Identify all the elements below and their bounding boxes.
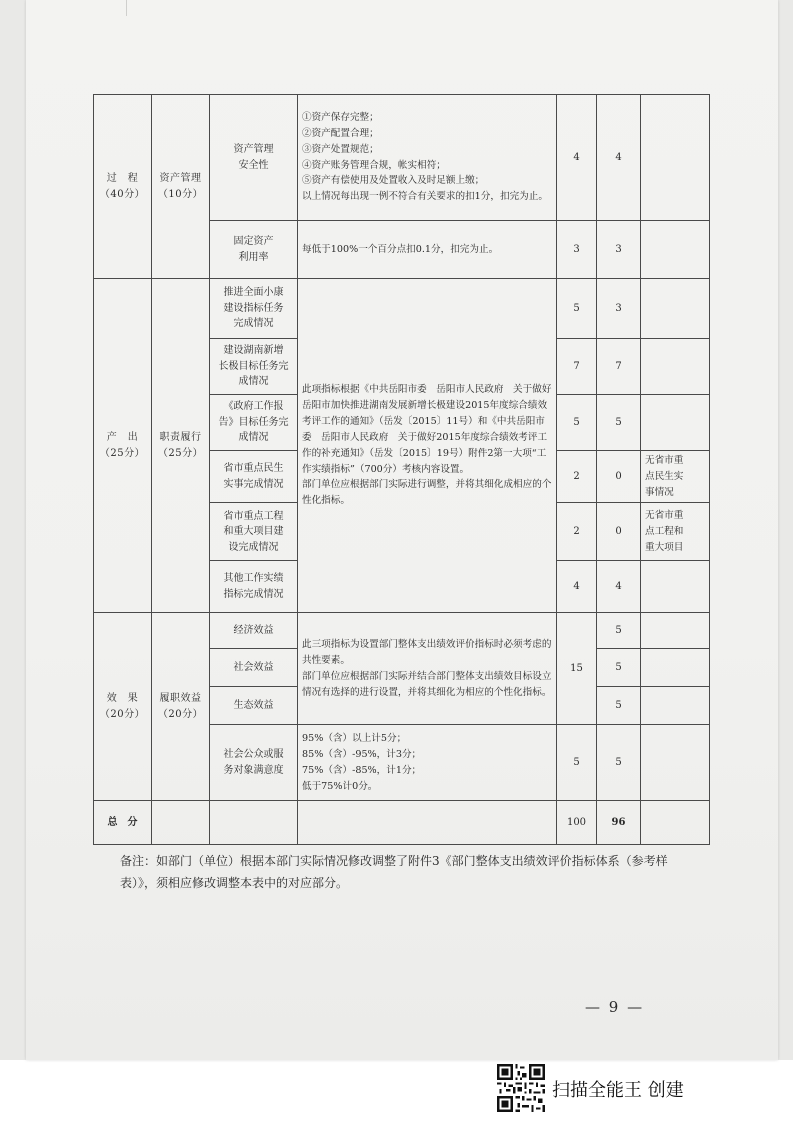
- remark-cell: [641, 687, 710, 725]
- level1-cell: 过 程 （40分）: [94, 95, 152, 279]
- empty-cell: [298, 801, 557, 845]
- remark-cell: [641, 649, 710, 687]
- weight-cell: 5: [557, 279, 597, 339]
- score-cell: 5: [597, 687, 641, 725]
- page-number: — 9 —: [585, 998, 645, 1016]
- weight-cell: 15: [557, 613, 597, 725]
- remark-cell: 无省市重 点民生实 事情况: [641, 451, 710, 503]
- score-cell: 5: [597, 613, 641, 649]
- empty-cell: [152, 801, 210, 845]
- weight-cell: 4: [557, 95, 597, 221]
- score-cell: 4: [597, 95, 641, 221]
- level3-cell: 《政府工作报 告》目标任务完 成情况: [210, 395, 298, 451]
- remark-cell: [641, 221, 710, 279]
- remark-cell: [641, 95, 710, 221]
- remark-cell: [641, 561, 710, 613]
- level3-cell: 社会公众或服 务对象满意度: [210, 725, 298, 801]
- weight-cell: 5: [557, 395, 597, 451]
- level3-cell: 资产管理 安全性: [210, 95, 298, 221]
- score-cell: 4: [597, 561, 641, 613]
- level1-cell: 效 果 （20分）: [94, 613, 152, 801]
- criteria-cell: 每低于100%一个百分点扣0.1分，扣完为止。: [298, 221, 557, 279]
- level3-cell: 建设湖南新增 长极目标任务完 成情况: [210, 339, 298, 395]
- score-cell: 5: [597, 395, 641, 451]
- level3-cell: 经济效益: [210, 613, 298, 649]
- level3-cell: 生态效益: [210, 687, 298, 725]
- criteria-cell: ①资产保存完整； ②资产配置合理； ③资产处置规范； ④资产账务管理合规，帐实相符； ⑤资产有偿使用及处置收入及时足额上缴； 以上情况每出现一例不符合有关要求的扣1分，扣完为止。: [298, 95, 557, 221]
- weight-cell: 2: [557, 503, 597, 561]
- weight-cell: 4: [557, 561, 597, 613]
- score-cell: 5: [597, 725, 641, 801]
- criteria-cell: 此三项指标为设置部门整体支出绩效评价指标时必须考虑的共性要素。 部门单位应根据部门实际并结合部门整体支出绩效目标设立情况有选择的进行设置，并将其细化为相应的个性化指标。: [298, 613, 557, 725]
- weight-cell: 2: [557, 451, 597, 503]
- total-label: 总 分: [94, 801, 152, 845]
- remark-cell: [641, 339, 710, 395]
- page-fold-mark: [66, 0, 127, 16]
- remark-cell: [641, 395, 710, 451]
- level2-cell: 资产管理 （10分）: [152, 95, 210, 279]
- level3-cell: 省市重点民生 实事完成情况: [210, 451, 298, 503]
- level3-cell: 固定资产 利用率: [210, 221, 298, 279]
- table-row: [94, 279, 710, 339]
- total-row: [94, 801, 710, 845]
- scanner-text: 扫描全能王 创建: [552, 1080, 684, 1101]
- score-cell: 0: [597, 451, 641, 503]
- remark-cell: [641, 725, 710, 801]
- table-row: [94, 95, 710, 221]
- criteria-cell: 95%（含）以上计5分； 85%（含）-95%，计3分； 75%（含）-85%，计1分； 低于75%计0分。: [298, 725, 557, 801]
- weight-cell: 7: [557, 339, 597, 395]
- empty-cell: [210, 801, 298, 845]
- total-score: 96: [597, 801, 641, 845]
- level3-cell: 省市重点工程 和重大项目建 设完成情况: [210, 503, 298, 561]
- qr-code-icon: [497, 1064, 545, 1112]
- remark-cell: [641, 279, 710, 339]
- remark-cell: 无省市重 点工程和 重大项目: [641, 503, 710, 561]
- weight-cell: 5: [557, 725, 597, 801]
- total-weight: 100: [557, 801, 597, 845]
- criteria-cell: 此项指标根据《中共岳阳市委 岳阳市人民政府 关于做好岳阳市加快推进湖南发展新增长极建设2015年度综合绩效考评工作的通知》（岳发〔2015〕11号）和《中共岳阳市委 岳阳市人民政府 关于做好2015年度综合绩效考评工作的补充通知》（岳发〔2015〕19号）附件2第一大项“工作实绩指标”（700分）考核内容设置。 部门单位应根据部门实际进行调整，并将其细化成相应的个性化指标。: [298, 279, 557, 613]
- level1-cell: 产 出 （25分）: [94, 279, 152, 613]
- level3-cell: 社会效益: [210, 649, 298, 687]
- score-cell: 3: [597, 221, 641, 279]
- level2-cell: 职责履行 （25分）: [152, 279, 210, 613]
- score-cell: 3: [597, 279, 641, 339]
- level3-cell: 推进全面小康 建设指标任务 完成情况: [210, 279, 298, 339]
- remark-cell: [641, 613, 710, 649]
- empty-cell: [641, 801, 710, 845]
- scanner-watermark: [494, 1062, 704, 1116]
- weight-cell: 3: [557, 221, 597, 279]
- footnote: 备注：如部门（单位）根据本部门实际情况修改调整了附件3《部门整体支出绩效评价指标体系（参考样表）》，须相应修改调整本表中的对应部分。: [120, 854, 668, 891]
- score-cell: 5: [597, 649, 641, 687]
- table-row: [94, 613, 710, 649]
- score-cell: 7: [597, 339, 641, 395]
- evaluation-table: [93, 94, 710, 845]
- level2-cell: 履职效益 （20分）: [152, 613, 210, 801]
- score-cell: 0: [597, 503, 641, 561]
- level3-cell: 其他工作实绩 指标完成情况: [210, 561, 298, 613]
